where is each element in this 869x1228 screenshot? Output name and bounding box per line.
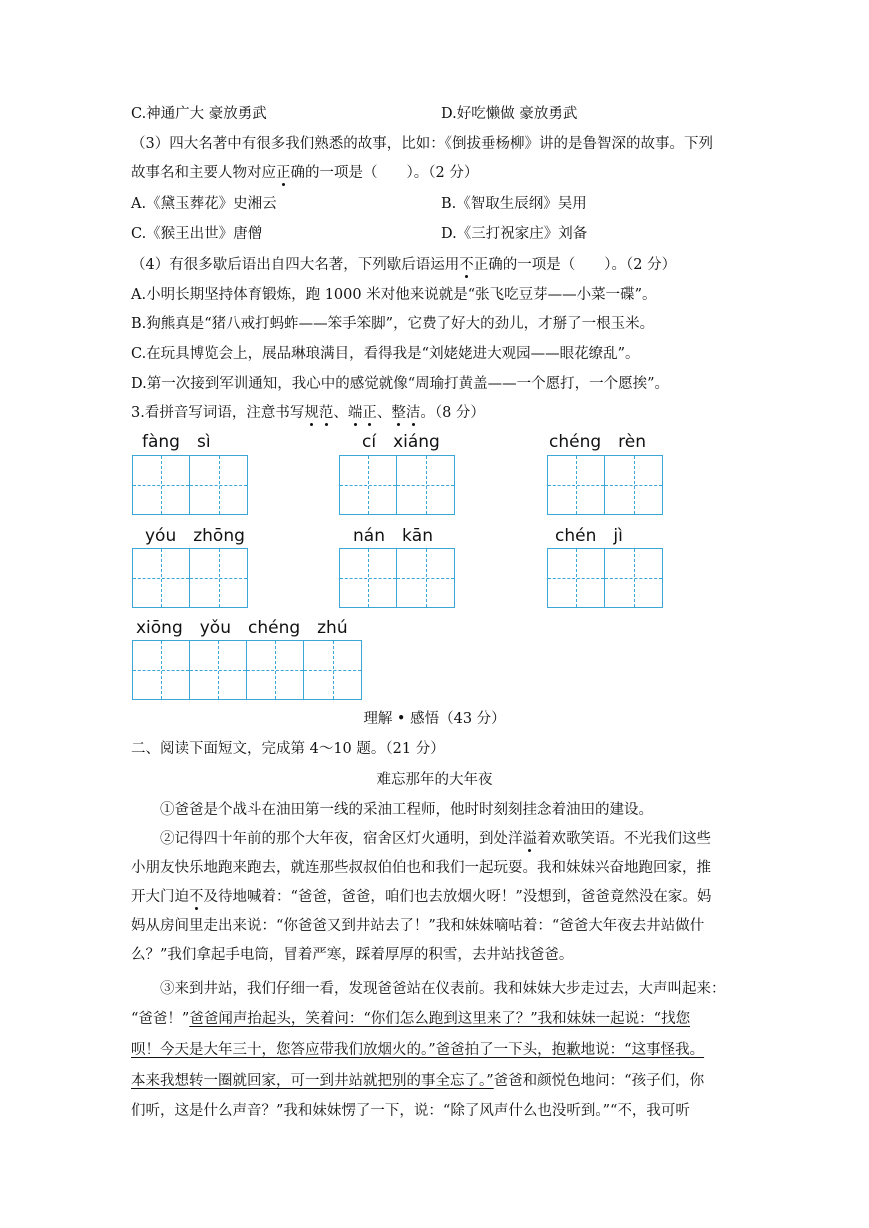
article-paragraph-2-line: 小朋友快乐地跑来跑去，就连那些叔叔伯伯也和我们一起玩耍。我和妹妹兴奋地跑回家，推 — [131, 860, 711, 876]
underlined-passage: 本来我想转一圈就回家，可一到井站就把别的事全忘了。” — [131, 1073, 494, 1089]
writing-cell[interactable] — [340, 549, 397, 607]
article-paragraph-3-line: 本来我想转一圈就回家，可一到井站就把别的事全忘了。”爸爸和颜悦色地问：“孩子们，你 — [131, 1073, 705, 1089]
pinyin-question-title: 3.看拼音写词语，注意书写规范、端正、整洁。（8 分） — [131, 405, 485, 421]
q3-stem-line1: （3）四大名著中有很多我们熟悉的故事，比如：《倒拔垂杨柳》讲的是鲁智深的故事。下列 — [131, 136, 713, 152]
pinyin-label: yóu zhōng — [145, 526, 245, 546]
writing-cell[interactable] — [397, 456, 454, 514]
article-paragraph-3-line: 们听，这是什么声音？”我和妹妹愣了一下，说：“除了风声什么也没听到。”“不，我可听 — [131, 1103, 690, 1119]
article-paragraph-3-line — [131, 1040, 704, 1060]
writing-cell[interactable] — [548, 456, 605, 514]
pinyin-label: xiōng yǒu chéng zhú — [136, 618, 348, 638]
writing-cell[interactable] — [190, 456, 247, 514]
emphasis-dot-char: 不 — [459, 257, 474, 273]
q4-option-a: A.小明长期坚持体育锻炼，跑 1000 米对他来说就是“张飞吃豆芽——小菜一碟”。 — [131, 287, 657, 303]
pinyin-label: fàng sì — [142, 432, 211, 452]
q3-option-a: A.《黛玉葬花》史湘云 — [131, 196, 277, 212]
writing-cell[interactable] — [605, 549, 662, 607]
q4-option-d: D.第一次接到军训通知，我心中的感觉就像“周瑜打黄盖——一个愿打，一个愿挨”。 — [131, 376, 670, 392]
writing-cell[interactable] — [247, 641, 304, 699]
q4-stem: （4）有很多歇后语出自四大名著，下列歇后语运用不正确的一项是（ ）。（2 分） — [131, 257, 677, 273]
writing-cell[interactable] — [397, 549, 454, 607]
article-paragraph-1: ①爸爸是个战斗在油田第一线的采油工程师，他时时刻刻挂念着油田的建设。 — [160, 802, 653, 818]
pinyin-label: nán kān — [353, 526, 434, 546]
writing-cell[interactable] — [133, 549, 190, 607]
writing-cell[interactable] — [548, 549, 605, 607]
writing-grid[interactable] — [132, 640, 362, 700]
section-heading: 理解 • 感悟（43 分） — [363, 711, 506, 727]
article-paragraph-2-line: 开大门迫不及待地喊着：“爸爸，爸爸，咱们也去放烟火呀！”没想到，爸爸竟然没在家。妈 — [131, 889, 712, 905]
article-paragraph-3-line: ③来到井站，我们仔细一看，发现爸爸站在仪表前。我和妹妹大步走过去，大声叫起来： — [160, 981, 726, 997]
q3-option-c: C.《猴王出世》唐僧 — [131, 226, 263, 242]
reading-question-intro: 二、阅读下面短文，完成第 4～10 题。（21 分） — [131, 741, 445, 757]
writing-grid[interactable] — [132, 455, 248, 515]
writing-cell[interactable] — [133, 456, 190, 514]
writing-cell[interactable] — [133, 641, 190, 699]
q3-option-b: B.《智取生辰纲》吴用 — [441, 196, 587, 212]
pinyin-label: chéng rèn — [549, 432, 646, 452]
article-paragraph-2-line: 么？”我们拿起手电筒，冒着严寒，踩着厚厚的积雪，去井站找爸爸。 — [131, 947, 574, 963]
article-paragraph-2-line: ②记得四十年前的那个大年夜，宿舍区灯火通明，到处洋溢着欢歌笑语。不光我们这些 — [160, 831, 711, 847]
writing-cell[interactable] — [340, 456, 397, 514]
article-paragraph-2-line: 妈从房间里走出来说：“你爸爸又到井站去了！”我和妹妹嘀咕着：“爸爸大年夜去井站做什 — [131, 918, 705, 934]
q2-option-c: C.神通广大 豪放勇武 — [131, 106, 267, 122]
writing-cell[interactable] — [190, 641, 247, 699]
writing-grid[interactable] — [547, 455, 663, 515]
underlined-passage: 呗！今天是大年三十，您答应带我们放烟火的。”爸爸拍了一下头，抱歉地说：“这事怪我。 — [131, 1042, 705, 1058]
writing-cell[interactable] — [605, 456, 662, 514]
writing-cell[interactable] — [304, 641, 361, 699]
writing-grid[interactable] — [339, 548, 455, 608]
article-title: 难忘那年的大年夜 — [376, 772, 493, 788]
emphasis-dot-char: 正 — [276, 165, 291, 181]
pinyin-label: cí xiáng — [362, 432, 440, 452]
q2-option-d: D.好吃懒做 豪放勇武 — [441, 106, 578, 122]
writing-grid[interactable] — [547, 548, 663, 608]
pinyin-label: chén jì — [555, 526, 623, 546]
writing-grid[interactable] — [339, 455, 455, 515]
q4-option-b: B.狗熊真是“猪八戒打蚂蚱——笨手笨脚”，它费了好大的劲儿，才掰了一根玉米。 — [131, 316, 655, 332]
underlined-passage: 爸爸闻声抬起头，笑着问：“你们怎么跑到这里来了？”我和妹妹一起说：“找您 — [189, 1011, 691, 1027]
q3-option-d: D.《三打祝家庄》刘备 — [441, 226, 588, 242]
q4-option-c: C.在玩具博览会上，展品琳琅满目，看得我是“刘姥姥进大观园——眼花缭乱”。 — [131, 346, 640, 362]
article-paragraph-3-line: “爸爸！”爸爸闻声抬起头，笑着问：“你们怎么跑到这里来了？”我和妹妹一起说：“找您 — [131, 1011, 691, 1027]
writing-grid[interactable] — [132, 548, 248, 608]
writing-cell[interactable] — [190, 549, 247, 607]
q3-stem-line2: 故事名和主要人物对应正确的一项是（ ）。（2 分） — [131, 165, 479, 181]
